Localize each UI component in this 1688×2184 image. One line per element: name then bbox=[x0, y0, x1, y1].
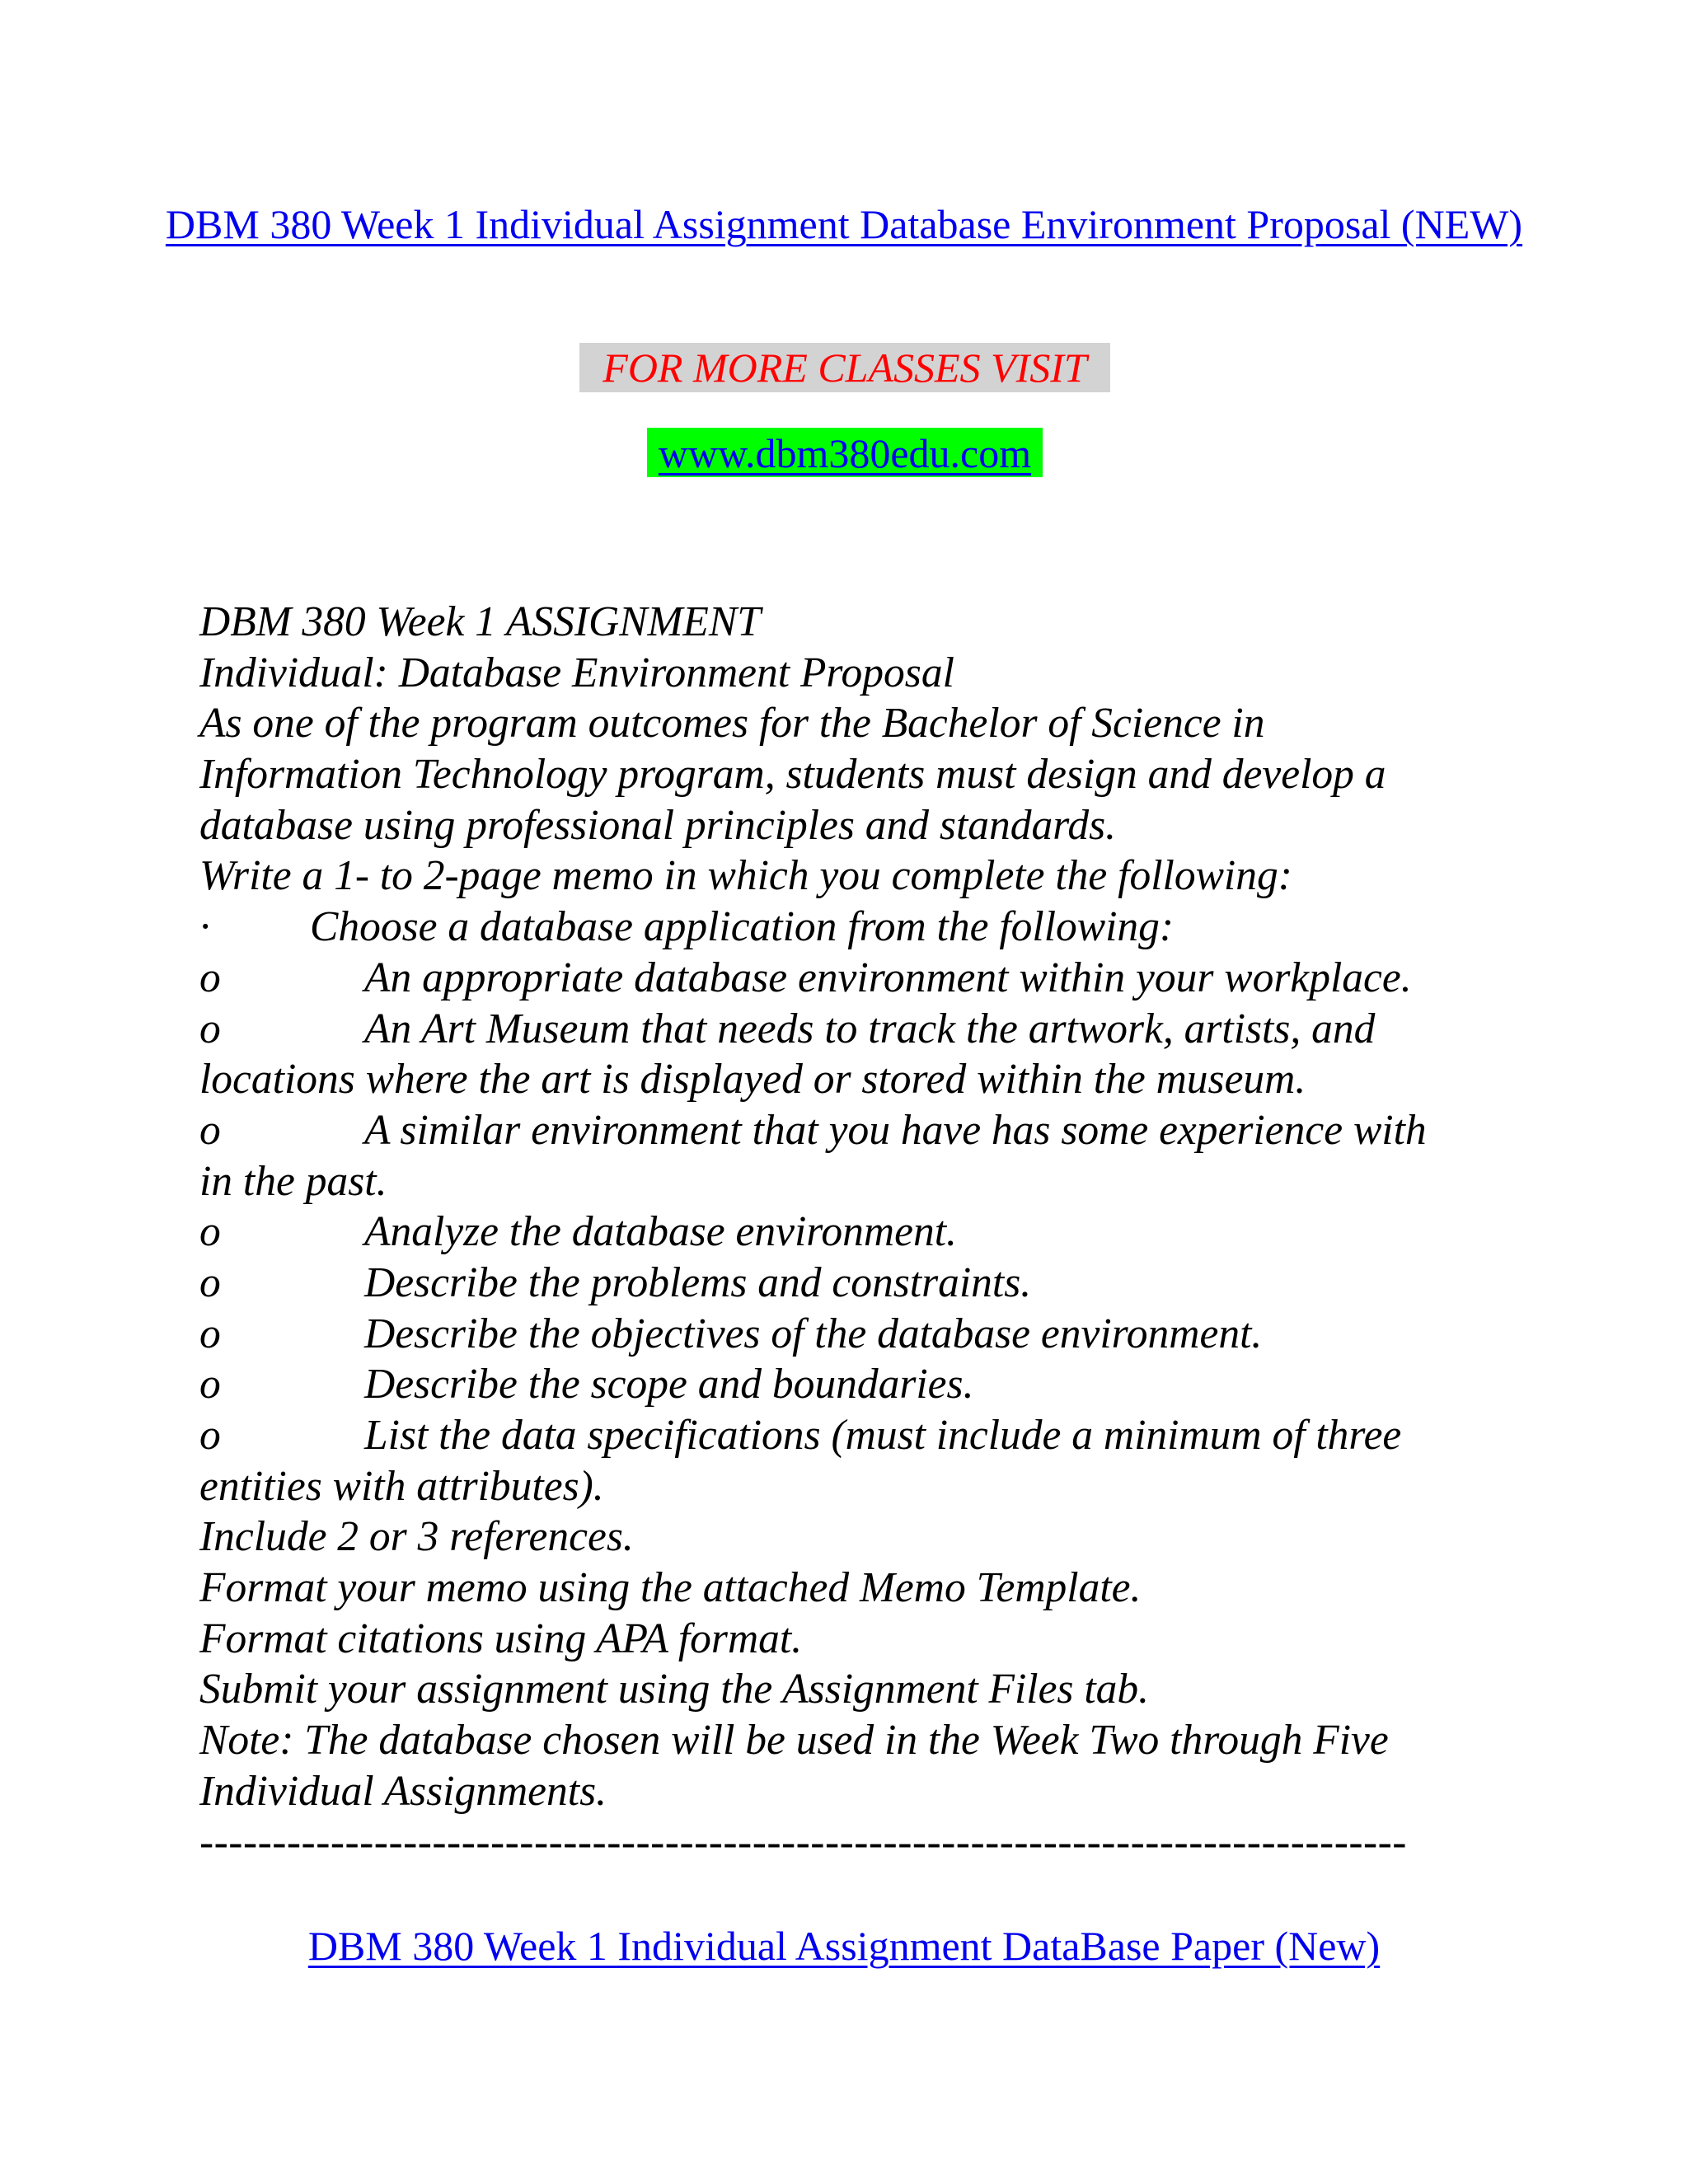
website-highlight bbox=[647, 428, 1043, 477]
option-item bbox=[199, 953, 1502, 1004]
next-assignment-link[interactable]: DBM 380 Week 1 Individual Assignment DataBase Paper (New) bbox=[307, 1923, 1381, 1969]
bottom-link-container bbox=[0, 1917, 1688, 1975]
intro-line: Information Technology program, students must design and develop a bbox=[199, 751, 1386, 799]
submit-instruction: Submit your assignment using the Assignment Files tab. bbox=[199, 1666, 1150, 1713]
option-text: An appropriate database environment within your workplace. bbox=[364, 954, 1412, 1001]
bullet-text: Choose a database application from the following: bbox=[310, 903, 1175, 951]
assignment-heading: DBM 380 Week 1 ASSIGNMENT bbox=[199, 598, 761, 645]
bullet-item bbox=[199, 902, 1502, 953]
task-continuation: entities with attributes). bbox=[199, 1462, 604, 1510]
list-marker: o bbox=[199, 1005, 221, 1052]
intro-line: As one of the program outcomes for the Bachelor of Science in bbox=[199, 700, 1265, 748]
promo-banner: FOR MORE CLASSES VISIT bbox=[579, 343, 1110, 392]
option-continuation: locations where the art is displayed or stored within the museum. bbox=[199, 1056, 1306, 1104]
note-line: Individual Assignments. bbox=[199, 1767, 607, 1815]
option-text: An Art Museum that needs to track the artwork, artists, and bbox=[364, 1005, 1376, 1052]
option-item bbox=[199, 1004, 1502, 1055]
option-text: A similar environment that you have has some experience with bbox=[364, 1106, 1427, 1154]
references-instruction: Include 2 or 3 references. bbox=[199, 1513, 634, 1561]
task-item bbox=[199, 1359, 1502, 1410]
dashed-separator: ----------------------------------------------------------------------------------- bbox=[199, 1818, 1407, 1866]
task-item bbox=[199, 1309, 1502, 1360]
title-link[interactable]: DBM 380 Week 1 Individual Assignment Database Environment Proposal (NEW) bbox=[165, 201, 1523, 247]
task-text: Analyze the database environment. bbox=[364, 1208, 957, 1256]
task-item bbox=[199, 1207, 1502, 1258]
list-marker: o bbox=[199, 1361, 221, 1408]
memo-instruction: Write a 1- to 2-page memo in which you complete the following: bbox=[199, 852, 1292, 900]
list-marker: o bbox=[199, 1310, 221, 1357]
assignment-subheading: Individual: Database Environment Proposal bbox=[199, 649, 954, 696]
task-text: Describe the scope and boundaries. bbox=[364, 1361, 974, 1408]
title-link-container bbox=[0, 195, 1688, 253]
website-link[interactable]: www.dbm380edu.com bbox=[658, 430, 1032, 476]
bullet-marker: · bbox=[199, 903, 210, 951]
format-memo-instruction: Format your memo using the attached Memo Template. bbox=[199, 1564, 1142, 1612]
option-continuation: in the past. bbox=[199, 1157, 387, 1205]
assignment-body bbox=[199, 597, 1502, 1868]
option-item bbox=[199, 1105, 1502, 1156]
task-item bbox=[199, 1258, 1502, 1309]
task-text: List the data specifications (must include a minimum of three bbox=[364, 1412, 1402, 1459]
task-text: Describe the problems and constraints. bbox=[364, 1258, 1032, 1306]
intro-line: database using professional principles and standards. bbox=[199, 801, 1117, 849]
list-marker: o bbox=[199, 1208, 221, 1256]
list-marker: o bbox=[199, 954, 221, 1001]
format-citations-instruction: Format citations using APA format. bbox=[199, 1615, 803, 1662]
task-text: Describe the objectives of the database environment. bbox=[364, 1310, 1263, 1357]
note-line: Note: The database chosen will be used in the Week Two through Five bbox=[199, 1717, 1389, 1765]
list-marker: o bbox=[199, 1106, 221, 1154]
list-marker: o bbox=[199, 1412, 221, 1459]
task-item bbox=[199, 1410, 1502, 1461]
list-marker: o bbox=[199, 1258, 221, 1306]
